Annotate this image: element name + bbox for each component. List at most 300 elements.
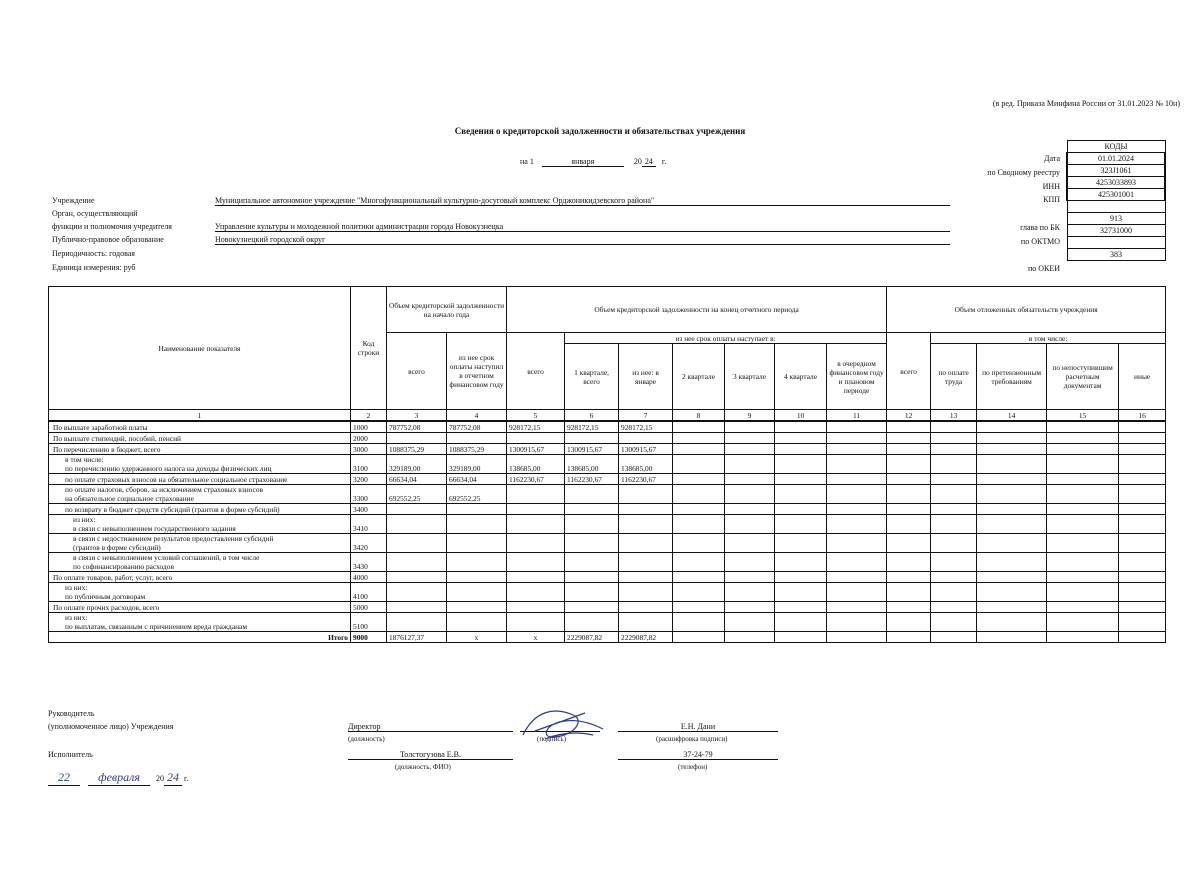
cell-value — [447, 504, 507, 515]
cell-value — [507, 433, 565, 444]
cell-value — [977, 474, 1047, 485]
sign-month: февраля — [88, 770, 150, 786]
cell-value — [725, 515, 775, 534]
column-number: 3 — [387, 410, 447, 422]
cell-value — [565, 504, 619, 515]
cell-value — [1119, 553, 1166, 572]
header-january: из нее: в январе — [619, 344, 673, 410]
cell-value — [977, 433, 1047, 444]
row-name-line: по оплате налогов, сборов, за исключением страховых взносов — [65, 485, 264, 494]
row-name — [49, 534, 351, 553]
row-code: 1000 — [351, 421, 387, 433]
executor-name: Толстогузова Е.В. — [348, 750, 513, 760]
cell-value — [887, 572, 931, 583]
page-title: Сведения о кредиторской задолженности и обязательствах учреждения — [454, 126, 746, 136]
cell-value — [977, 455, 1047, 474]
cell-value: 928172,15 — [507, 421, 565, 433]
total-row — [49, 632, 1166, 643]
table-row — [49, 421, 1166, 433]
cell-value — [775, 444, 827, 455]
cell-value — [447, 553, 507, 572]
cell-value — [977, 421, 1047, 433]
cell-value — [1119, 421, 1166, 433]
code-value: 913 — [1067, 213, 1165, 225]
cell-value — [387, 433, 447, 444]
cell-value — [775, 583, 827, 602]
row-name-line: по публичным договорам — [65, 592, 146, 601]
cell-value — [387, 583, 447, 602]
row-name-line: из них: — [65, 583, 88, 592]
cell-value — [673, 444, 725, 455]
cell-value — [977, 553, 1047, 572]
table-row — [49, 515, 1166, 534]
column-number: 15 — [1047, 410, 1119, 422]
sign-day: 22 — [48, 770, 80, 786]
column-number: 9 — [725, 410, 775, 422]
cell-value — [827, 632, 887, 643]
cell-value — [725, 534, 775, 553]
cell-value — [827, 553, 887, 572]
row-name — [49, 613, 351, 632]
row-code: 3300 — [351, 485, 387, 504]
cell-value — [619, 572, 673, 583]
cell-value — [887, 455, 931, 474]
cell-value: 1088375,29 — [447, 444, 507, 455]
column-number: 8 — [673, 410, 725, 422]
code-value — [1067, 201, 1165, 213]
cell-value — [565, 534, 619, 553]
code-value: 425301001 — [1067, 189, 1165, 201]
cell-value — [1119, 455, 1166, 474]
cell-value: 1162230,67 — [565, 474, 619, 485]
head-label-1: Руководитель — [48, 709, 95, 718]
cell-value — [507, 613, 565, 632]
cell-value: 1162230,67 — [507, 474, 565, 485]
table-row — [49, 504, 1166, 515]
cell-value — [619, 504, 673, 515]
cell-value — [619, 583, 673, 602]
cell-value — [775, 632, 827, 643]
row-code: 2000 — [351, 433, 387, 444]
row-name: Итого — [49, 632, 351, 643]
cell-value — [977, 444, 1047, 455]
table-row — [49, 534, 1166, 553]
row-code: 3420 — [351, 534, 387, 553]
cell-value — [827, 602, 887, 613]
edition-note: (в ред. Приказа Минфина России от 31.01.2023 № 10н) — [992, 99, 1180, 108]
cell-value — [447, 534, 507, 553]
code-label: КПП — [1043, 195, 1060, 205]
cell-value — [977, 602, 1047, 613]
cell-value — [931, 613, 977, 632]
cell-value — [827, 515, 887, 534]
code-label: Дата — [1044, 154, 1060, 163]
cell-value — [507, 583, 565, 602]
sign-year-prefix: 20 — [156, 774, 164, 783]
head-position: Директор — [348, 722, 513, 732]
row-name — [49, 421, 351, 433]
sign-year: 24 — [164, 770, 182, 786]
header-debt-end: Объем кредиторской задолженности на конец отчетного периода — [507, 287, 887, 333]
founder-label-2: функции и полномочия учредителя — [52, 222, 172, 231]
row-name-line: по возврату в бюджет средств субсидий (грантов в форме субсидий) — [65, 504, 280, 514]
cell-value — [725, 485, 775, 504]
row-code: 3400 — [351, 504, 387, 515]
column-number: 6 — [565, 410, 619, 422]
creditor-debt-table — [48, 286, 1166, 643]
cell-value — [775, 504, 827, 515]
cell-value: 928172,15 — [565, 421, 619, 433]
table-row — [49, 602, 1166, 613]
row-code: 4000 — [351, 572, 387, 583]
cell-value — [931, 583, 977, 602]
cell-value — [887, 485, 931, 504]
cell-value — [619, 553, 673, 572]
cell-value — [673, 485, 725, 504]
cell-value — [1047, 515, 1119, 534]
table-row — [49, 474, 1166, 485]
cell-value: 1300915,67 — [565, 444, 619, 455]
date-prefix: на 1 — [520, 157, 534, 166]
column-number: 1 — [49, 410, 351, 422]
cell-value — [775, 433, 827, 444]
row-name-line: в связи с недостижением результатов предоставления субсидий — [73, 534, 274, 543]
code-value: 4253033893 — [1067, 177, 1165, 189]
column-number: 11 — [827, 410, 887, 422]
row-name-line: в связи с невыполнением государственного задания — [73, 524, 236, 533]
cell-value — [827, 474, 887, 485]
cell-value: 329189,00 — [447, 455, 507, 474]
cell-value: 66634,04 — [387, 474, 447, 485]
cell-value — [1119, 583, 1166, 602]
header-other: иные — [1119, 344, 1166, 410]
table-row — [49, 583, 1166, 602]
cell-value — [931, 485, 977, 504]
cell-value — [725, 613, 775, 632]
cell-value — [507, 485, 565, 504]
code-label: по ОКЕИ — [1027, 264, 1060, 274]
cell-value — [565, 583, 619, 602]
cell-value: 2229087,82 — [565, 632, 619, 643]
cell-value — [673, 583, 725, 602]
cell-value: 692552,25 — [387, 485, 447, 504]
code-value: 01.01.2024 — [1067, 153, 1165, 165]
cell-value: 138685,00 — [507, 455, 565, 474]
cell-value — [387, 504, 447, 515]
cell-value — [725, 444, 775, 455]
executor-phone: 37-24-79 — [618, 750, 778, 760]
periodicity: Периодичность: годовая — [52, 249, 135, 258]
column-number: 10 — [775, 410, 827, 422]
cell-value — [387, 534, 447, 553]
cell-value — [725, 572, 775, 583]
cell-value — [1047, 485, 1119, 504]
cell-value — [977, 504, 1047, 515]
cell-value — [387, 572, 447, 583]
column-number: 4 — [447, 410, 507, 422]
cell-value — [725, 602, 775, 613]
row-code: 3430 — [351, 553, 387, 572]
code-label: глава по БК — [1020, 223, 1060, 232]
header-deferred: Объем отложенных обязательств учреждения — [887, 287, 1166, 333]
column-number: 5 — [507, 410, 565, 422]
date-year-prefix: 20 — [633, 157, 642, 166]
row-name-line: (грантов в форме субсидий) — [73, 543, 161, 552]
cell-value — [827, 433, 887, 444]
cell-value — [1047, 504, 1119, 515]
cell-value — [827, 444, 887, 455]
row-name — [49, 553, 351, 572]
cell-value: 329189,00 — [387, 455, 447, 474]
cell-value — [931, 433, 977, 444]
cell-value — [977, 583, 1047, 602]
cell-value — [507, 534, 565, 553]
cell-value — [931, 515, 977, 534]
row-name-line: по выплатам, связанным с причинением вреда гражданам — [65, 622, 248, 631]
cell-value — [673, 515, 725, 534]
cell-value — [447, 515, 507, 534]
cell-value — [827, 572, 887, 583]
cell-value — [977, 485, 1047, 504]
cell-value — [827, 421, 887, 433]
row-name — [49, 455, 351, 474]
cell-value — [507, 515, 565, 534]
cell-value: 1300915,67 — [619, 444, 673, 455]
cell-value — [619, 515, 673, 534]
header-including: в том числе: — [931, 333, 1166, 344]
row-name — [49, 485, 351, 504]
cell-value — [775, 474, 827, 485]
column-number: 7 — [619, 410, 673, 422]
cell-value — [565, 572, 619, 583]
cell-value — [1119, 504, 1166, 515]
cell-value: 138685,00 — [619, 455, 673, 474]
cell-value — [725, 553, 775, 572]
cell-value — [887, 515, 931, 534]
cell-value — [977, 572, 1047, 583]
column-number: 16 — [1119, 410, 1166, 422]
header-deferred-total: всего — [887, 333, 931, 410]
row-name — [49, 572, 351, 583]
row-name-line: на обязательное социальное страхование — [65, 494, 194, 503]
header-q1: 1 квартале, всего — [565, 344, 619, 410]
unit-of-measure: Единица измерения: руб — [52, 263, 136, 272]
cell-value — [673, 632, 725, 643]
cell-value — [565, 553, 619, 572]
cell-value — [887, 421, 931, 433]
cell-value — [565, 485, 619, 504]
cell-value — [1047, 455, 1119, 474]
cell-value — [775, 421, 827, 433]
cell-value — [887, 553, 931, 572]
cell-value: 1876127,37 — [387, 632, 447, 643]
public-entity-value: Новокузнецкий городской округ — [215, 235, 950, 245]
cell-value — [619, 613, 673, 632]
cell-value — [1119, 433, 1166, 444]
column-number: 2 — [351, 410, 387, 422]
cell-value — [887, 534, 931, 553]
row-name — [49, 504, 351, 515]
sign-date — [48, 770, 188, 786]
cell-value — [775, 534, 827, 553]
cell-value — [1119, 613, 1166, 632]
cell-value — [887, 632, 931, 643]
cell-value — [1047, 474, 1119, 485]
head-name: Е.Н. Дани — [618, 722, 778, 732]
cell-value — [565, 602, 619, 613]
cell-value — [619, 534, 673, 553]
cell-value — [619, 602, 673, 613]
caption-fio: (должность, ФИО) — [395, 763, 451, 771]
cell-value — [565, 515, 619, 534]
table-row — [49, 433, 1166, 444]
cell-value: 1162230,67 — [619, 474, 673, 485]
cell-value — [887, 444, 931, 455]
header-claims: по претензионным требованиям — [977, 344, 1047, 410]
cell-value — [673, 433, 725, 444]
date-month: января — [542, 157, 624, 167]
cell-value — [931, 632, 977, 643]
cell-value — [725, 632, 775, 643]
header-q4: 4 квартале — [775, 344, 827, 410]
cell-value — [827, 504, 887, 515]
cell-value: 787752,08 — [387, 421, 447, 433]
cell-value — [673, 504, 725, 515]
cell-value — [673, 572, 725, 583]
cell-value — [1047, 421, 1119, 433]
cell-value — [725, 474, 775, 485]
row-name — [49, 444, 351, 455]
cell-value — [1119, 534, 1166, 553]
row-code: 9000 — [351, 632, 387, 643]
cell-value — [565, 433, 619, 444]
cell-value — [673, 613, 725, 632]
cell-value — [619, 485, 673, 504]
cell-value — [1119, 474, 1166, 485]
header-q2: 2 квартале — [673, 344, 725, 410]
cell-value — [673, 602, 725, 613]
cell-value: 1088375,29 — [387, 444, 447, 455]
cell-value — [775, 572, 827, 583]
cell-value — [1047, 583, 1119, 602]
cell-value — [447, 572, 507, 583]
cell-value — [507, 572, 565, 583]
cell-value — [1047, 613, 1119, 632]
cell-value — [887, 583, 931, 602]
cell-value — [1047, 553, 1119, 572]
cell-value — [887, 613, 931, 632]
public-entity-label: Публично-правовое образование — [52, 235, 164, 244]
row-name-line: по оплате страховых взносов на обязательное социальное страхование — [65, 474, 288, 484]
row-name-line: по перечислению удержанного налога на доходы физических лиц — [65, 464, 272, 473]
cell-value — [1119, 515, 1166, 534]
code-value: 323J1061 — [1067, 165, 1165, 177]
date-suffix: г. — [661, 157, 667, 166]
cell-value — [931, 444, 977, 455]
cell-value — [977, 632, 1047, 643]
cell-value — [507, 602, 565, 613]
codes-table — [1066, 140, 1166, 261]
header-end-total: всего — [507, 333, 565, 410]
executor-label: Исполнитель — [48, 750, 93, 759]
cell-value — [447, 613, 507, 632]
cell-value: 928172,15 — [619, 421, 673, 433]
row-name-line: По выплате заработной платы — [53, 422, 148, 432]
code-label: по ОКТМО — [1020, 236, 1060, 246]
row-name-line: из них: — [65, 613, 88, 622]
cell-value — [507, 504, 565, 515]
row-code: 3000 — [351, 444, 387, 455]
cell-value — [725, 504, 775, 515]
cell-value — [387, 515, 447, 534]
row-code: 4100 — [351, 583, 387, 602]
cell-value: 1300915,67 — [507, 444, 565, 455]
row-name — [49, 433, 351, 444]
row-name — [49, 602, 351, 613]
cell-value — [887, 602, 931, 613]
institution-value: Муниципальное автономное учреждение "Многофункциональный культурно-досуговый комплекс Орджоникидзевского района" — [215, 196, 950, 206]
row-name — [49, 583, 351, 602]
row-code: 3200 — [351, 474, 387, 485]
cell-value — [1047, 444, 1119, 455]
header-q3: 3 квартале — [725, 344, 775, 410]
cell-value — [725, 421, 775, 433]
cell-value — [931, 553, 977, 572]
cell-value — [507, 553, 565, 572]
cell-value — [931, 572, 977, 583]
cell-value — [1119, 632, 1166, 643]
row-name-line: По выплате стипендий, пособий, пенсий — [53, 433, 182, 443]
codes-header: КОДЫ — [1067, 141, 1165, 153]
row-code: 3410 — [351, 515, 387, 534]
cell-value — [775, 485, 827, 504]
cell-value — [827, 455, 887, 474]
cell-value — [387, 613, 447, 632]
row-name-line: в том числе: — [65, 455, 104, 464]
cell-value — [619, 433, 673, 444]
table-row — [49, 613, 1166, 632]
column-number: 14 — [977, 410, 1047, 422]
cell-value — [1047, 572, 1119, 583]
cell-value — [447, 583, 507, 602]
cell-value — [673, 474, 725, 485]
cell-value — [931, 602, 977, 613]
cell-value — [725, 583, 775, 602]
head-label-2: (уполномоченное лицо) Учреждения — [48, 722, 174, 731]
cell-value — [447, 433, 507, 444]
cell-value — [673, 455, 725, 474]
cell-value — [931, 421, 977, 433]
row-code: 3100 — [351, 455, 387, 474]
caption-position: (должность) — [348, 735, 385, 743]
cell-value — [977, 613, 1047, 632]
code-value: 383 — [1067, 249, 1165, 261]
header-begin-total: всего — [387, 333, 447, 410]
report-date-line — [520, 157, 666, 167]
cell-value — [931, 455, 977, 474]
cell-value — [827, 583, 887, 602]
table-row — [49, 485, 1166, 504]
table-row — [49, 553, 1166, 572]
sign-suffix: г. — [184, 774, 189, 783]
cell-value — [775, 515, 827, 534]
header-row-code: Код строки — [351, 287, 387, 410]
cell-value — [931, 474, 977, 485]
cell-value — [673, 553, 725, 572]
cell-value — [977, 515, 1047, 534]
cell-value — [1119, 572, 1166, 583]
cell-value — [387, 602, 447, 613]
